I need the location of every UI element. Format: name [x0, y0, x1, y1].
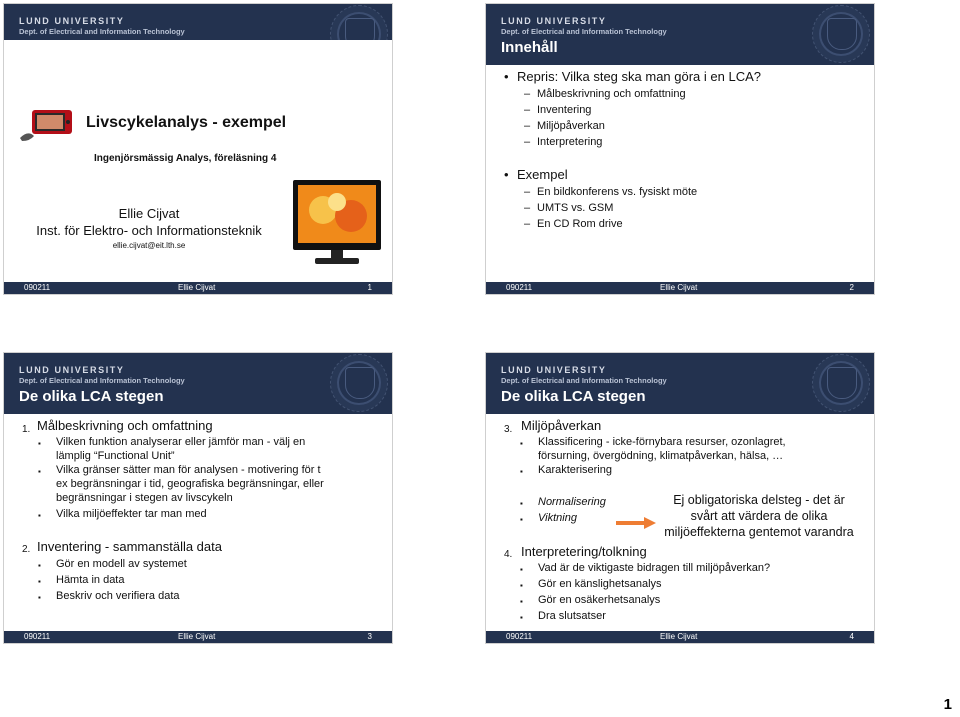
author-institute: Inst. för Elektro- och Informationsteknik [36, 223, 262, 238]
list-item-line: ex begränsningar i tid, geografiska begränsningar, eller [56, 478, 324, 490]
media-player-icon [18, 108, 76, 142]
dash-icon: – [524, 136, 531, 148]
university-seal-icon [812, 5, 870, 63]
note-line: Ej obligatoriska delsteg - det är [673, 493, 845, 507]
page-number: 1 [943, 696, 952, 713]
bullet-icon: ▪ [38, 577, 41, 586]
sub-item: Interpretering [537, 136, 603, 148]
university-name: LUND UNIVERSITY [19, 16, 125, 26]
bullet-icon: ▪ [38, 511, 41, 520]
bullet-icon: ▪ [38, 593, 41, 602]
university-name: LUND UNIVERSITY [501, 365, 607, 375]
list-item: Viktning [538, 512, 577, 524]
list-item: Gör en känslighetsanalys [538, 578, 662, 590]
sub-item: UMTS vs. GSM [537, 202, 614, 214]
university-name: LUND UNIVERSITY [19, 365, 125, 375]
bullet-icon: ▪ [520, 613, 523, 622]
university-seal-icon [330, 5, 388, 40]
list-item: Normalisering [538, 496, 606, 508]
list-item-line: Klassificering - icke-förnybara resurser, ozonlagret, [538, 436, 786, 448]
list-item: Gör en osäkerhetsanalys [538, 594, 661, 606]
bullet-icon: ▪ [38, 561, 41, 570]
sub-item: Inventering [537, 104, 592, 116]
arrow-right-icon [616, 517, 656, 529]
presentation-title: Livscykelanalys - exempel [86, 114, 287, 131]
bullet-icon: ▪ [38, 439, 41, 448]
slide-footer [4, 282, 392, 294]
dash-icon: – [524, 104, 531, 116]
list-item [538, 435, 786, 463]
university-seal-icon [330, 354, 388, 412]
sub-item: En bildkonferens vs. fysiskt möte [537, 186, 698, 198]
footer-date: 090211 [24, 632, 51, 641]
list-item-line: försurning, övergödning, klimatpåverkan, hälsa, … [538, 450, 784, 462]
slide-header [4, 4, 392, 40]
dash-icon: – [524, 186, 531, 198]
slide-title: De olika LCA stegen [501, 388, 646, 405]
slide-1 [3, 3, 393, 295]
slide-header [4, 353, 392, 414]
bullet-text: Exempel [517, 167, 568, 182]
list-item: Dra slutsatser [538, 610, 606, 622]
list-item [56, 463, 324, 505]
slide-number: 4 [849, 632, 854, 641]
department-name: Dept. of Electrical and Information Technology [501, 376, 667, 385]
list-item-line: lämplig “Functional Unit” [56, 450, 175, 462]
bullet-icon: ▪ [38, 467, 41, 476]
section-heading: Målbeskrivning och omfattning [37, 418, 213, 433]
section-number: 3. [504, 424, 513, 435]
list-item [56, 435, 305, 463]
slide-number: 2 [849, 283, 854, 292]
list-item: Karakterisering [538, 464, 612, 476]
list-item: Gör en modell av systemet [56, 558, 187, 570]
television-icon [293, 180, 381, 266]
footer-author: Ellie Cijvat [660, 632, 698, 641]
dash-icon: – [524, 218, 531, 230]
slide-footer [4, 631, 392, 643]
sub-item: Miljöpåverkan [537, 120, 605, 132]
section-heading: Interpretering/tolkning [521, 544, 647, 559]
bullet-icon: ▪ [520, 439, 523, 448]
dash-icon: – [524, 120, 531, 132]
bullet-icon: • [504, 167, 509, 182]
department-name: Dept. of Electrical and Information Technology [19, 27, 185, 36]
slide-header [486, 353, 874, 414]
footer-author: Ellie Cijvat [660, 283, 698, 292]
university-seal-icon [812, 354, 870, 412]
section-number: 2. [22, 544, 31, 555]
footer-author: Ellie Cijvat [178, 632, 216, 641]
bullet-icon: ▪ [520, 467, 523, 476]
section-heading: Miljöpåverkan [521, 418, 602, 433]
bullet-icon: ▪ [520, 581, 523, 590]
footer-date: 090211 [506, 283, 533, 292]
department-name: Dept. of Electrical and Information Technology [19, 376, 185, 385]
note-line: miljöeffekterna gentemot varandra [664, 525, 854, 539]
dash-icon: – [524, 202, 531, 214]
slide-footer [486, 282, 874, 294]
bullet-icon: ▪ [520, 565, 523, 574]
bullet-icon: ▪ [520, 515, 523, 524]
department-name: Dept. of Electrical and Information Technology [501, 27, 667, 36]
footer-date: 090211 [506, 632, 533, 641]
author-name: Ellie Cijvat [118, 206, 180, 221]
slide-footer [486, 631, 874, 643]
section-number: 4. [504, 549, 513, 560]
optional-steps-note [654, 492, 864, 540]
footer-date: 090211 [24, 283, 51, 292]
university-name: LUND UNIVERSITY [501, 16, 607, 26]
bullet-icon: • [504, 69, 509, 84]
slide-header [486, 4, 874, 65]
slide-3 [3, 352, 393, 644]
slide-title: Innehåll [501, 39, 558, 56]
dash-icon: – [524, 88, 531, 100]
slide-2 [485, 3, 875, 295]
list-item-line: Vilka gränser sätter man för analysen - motivering för t [56, 464, 321, 476]
section-number: 1. [22, 424, 31, 435]
slide-number: 1 [367, 283, 372, 292]
list-item: Vilka miljöeffekter tar man med [56, 508, 207, 520]
list-item: Beskriv och verifiera data [56, 590, 180, 602]
presentation-subtitle: Ingenjörsmässig Analys, föreläsning 4 [94, 153, 277, 164]
list-item-line: Vilken funktion analyserar eller jämför man - välj en [56, 436, 306, 448]
sub-item: En CD Rom drive [537, 218, 623, 230]
note-line: svårt att värdera de olika [690, 509, 828, 523]
footer-author: Ellie Cijvat [178, 283, 216, 292]
slide-number: 3 [367, 632, 372, 641]
bullet-icon: ▪ [520, 499, 523, 508]
bullet-icon: ▪ [520, 597, 523, 606]
slide-4 [485, 352, 875, 644]
slide-title: De olika LCA stegen [19, 388, 164, 405]
bullet-text: Repris: Vilka steg ska man göra i en LCA? [517, 69, 761, 84]
list-item: Hämta in data [56, 574, 125, 586]
author-email: ellie.cijvat@eit.lth.se [112, 241, 186, 250]
list-item: Vad är de viktigaste bidragen till miljöpåverkan? [538, 562, 771, 574]
list-item-line: begränsningar i stegen av livscykeln [56, 492, 233, 504]
sub-item: Målbeskrivning och omfattning [537, 88, 686, 100]
section-heading: Inventering - sammanställa data [37, 539, 222, 554]
